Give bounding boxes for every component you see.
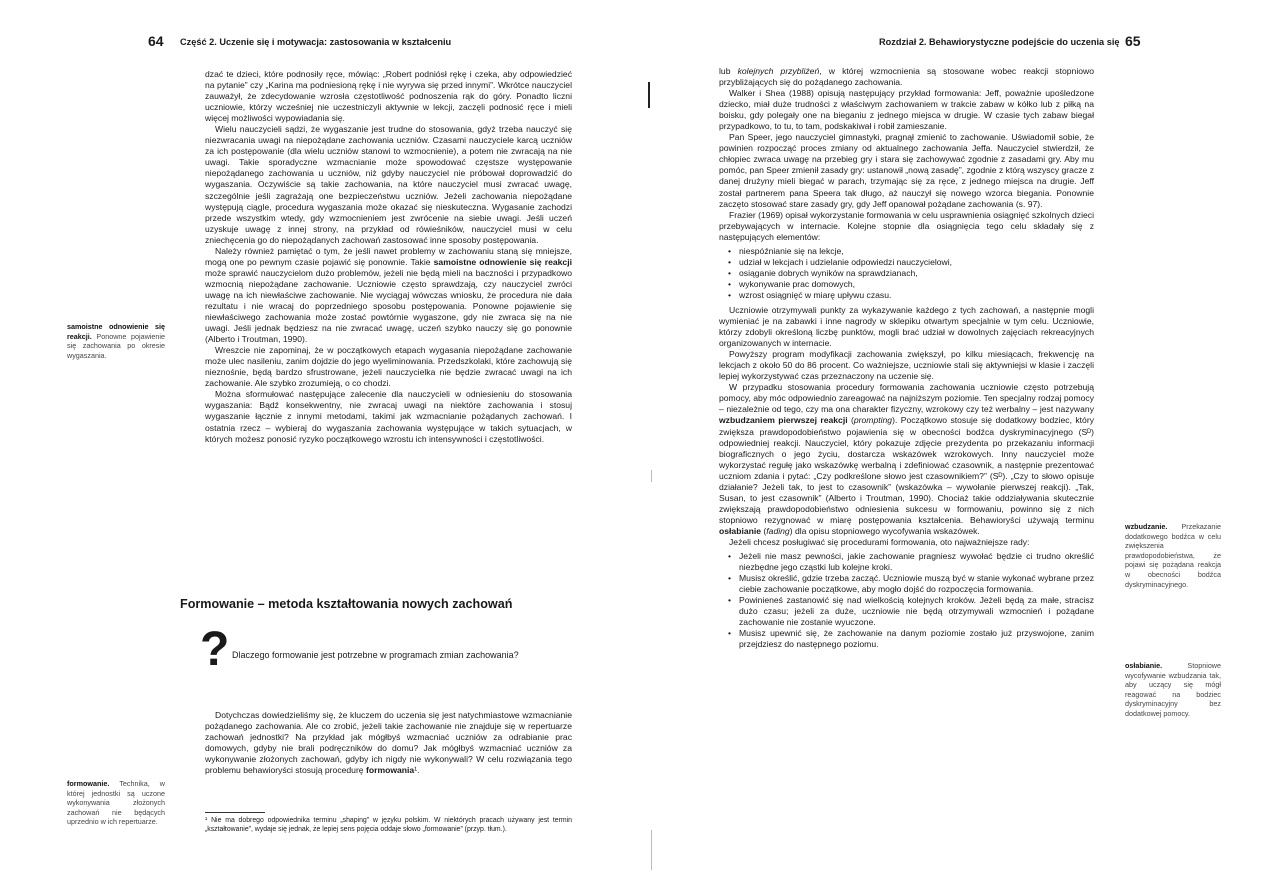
margin-term: samoistne odnowienie się reakcji.	[67, 322, 165, 341]
list-item: • udział w lekcjach i udzielanie odpowiedzi nauczycielowi,	[739, 257, 1094, 268]
term-shaping: formowania	[365, 765, 415, 776]
paragraph: Wielu nauczycieli sądzi, że wygaszanie jest trudne do stosowania, gdyż trzeba nauczyć się niezwracania uwagi na niepożądane zachowania uczniów. Czasami nauczyciele karcą uczniów za ich postępowanie (dla wielu uczniów stanowi to wzmocnienie), a potem nie zwracają na nie uwagi. Takie sporadyczne wzmacnianie może spowodować częstsze występowanie niepożądanego zachowania u uczniów, niż gdyby nauczyciel nie próbował doprowadzić do wygaszania. Oczywiście są takie zachowania, na które nauczyciel musi zwracać uwagę, szczególnie jeśli zagrażają one bezpieczeństwu uczniów. Jeżeli zachowania niepożądane występują ciągle, procedura wygaszania może okazać się nieskuteczna. Wygasanie zachodzi przede wszystkim wtedy, gdy wzmocnieniem jest zwrócenie na siebie uwagi. Jeśli uczeń uzyskuje uwagę z innej strony, na przykład od rówieśników, nauczyciel musi w celu zniechęcenia go do niepożądanych zachowań zastosować inne sposoby postępowania.	[205, 124, 572, 245]
margin-note-fading	[1125, 661, 1221, 719]
paragraph: Jeżeli chcesz posługiwać się procedurami formowania, oto najważniejsze rady:	[729, 536, 1030, 547]
list-item: • niespóźnianie się na lekcje,	[739, 246, 1094, 257]
margin-term: wzbudzanie.	[1125, 522, 1168, 531]
running-head: Rozdział 2. Behawiorystyczne podejście do uczenia się	[879, 37, 1120, 47]
paragraph: Powyższy program modyfikacji zachowania zwiększył, po kilku miesiącach, frekwencję na lekcjach z około 50 do 86 procent. Co ważniejsze, uczniowie stali się aktywniejsi w klasie i zaczęli lepiej wykorzystywać czas przeznaczony na uczenie się.	[719, 349, 1094, 382]
paragraph: lub kolejnych przybliżeń, w której wzmocnienia są stosowane wobec reakcji stopniowo przybliżających się do pożądanego zachowania.	[719, 66, 1094, 88]
term-successive-approximations: kolejnych przybliżeń	[737, 66, 820, 76]
bullet-list-goals	[719, 246, 1094, 301]
right-page	[640, 0, 1262, 894]
paragraph: Pan Speer, jego nauczyciel gimnastyki, pragnął zmienić to zachowanie. Uświadomił sobie, że powinien rozpocząć proces zmiany od aktualnego zachowania Jeffa. Nauczyciel stwierdził, że chłopiec zwraca uwagę na przebieg gry i stara się zachowywać zgodnie z zasadami gry. Aby mu pomóc, pan Speer zmienił zasady gry: ustanowił „nową zasadę”, zgodnie z którą wszyscy gracze z danej drużyny mieli biegać w parach, trzymając się za ręce, z jednego miejsca na drugie. Jeff został partnerem pana Speera tak długo, aż nauczył się nowego wzorca biegania. Ponownie zaczęto stosować stare zasady gry, gdy Jeff opanował pożądane zachowania (s. 97).	[719, 132, 1094, 209]
paragraph: Walker i Shea (1988) opisują następujący przykład formowania: Jeff, poważnie upośledzone dziecko, miał duże trudności z właściwym zachowaniem w trakcie zabaw w kółko lub z piłką na boisku, gdy polegały one na bieganiu z jednego miejsca w drugie. W czasie tych zabaw biegał przypadkowo, to tu, to tam, podskakiwał i robił zamieszanie.	[719, 88, 1094, 132]
running-head: Część 2. Uczenie się i motywacja: zastosowania w kształceniu	[180, 37, 452, 47]
margin-definition: Technika, w której jednostki są uczone wykonywania złożonych zachowań nie będących uprzednio w ich repertuarze.	[67, 779, 165, 827]
paragraph: Wreszcie nie zapominaj, że w początkowych etapach wygasania niepożądane zachowanie może ulec nasileniu, zanim dojdzie do jego wyeliminowania. Przedszkolaki, które zachowują się nieznośnie, będą bardzo sfrustrowane, jeżeli nauczycielka nie będzie zwracać uwagi na ich zachowanie. Ale szybko zrozumieją, o co chodzi.	[205, 345, 572, 389]
list-item: • Musisz upewnić się, że zachowanie na danym poziomie zostało już przyswojone, zanim przejdziesz do następnego poziomu.	[739, 628, 1094, 650]
list-item: • wzrost osiągnięć w miarę upływu czasu.	[739, 290, 1094, 301]
question-mark-icon: ?	[200, 623, 230, 676]
paragraph: Można sformułować następujące zalecenie dla nauczycieli w odniesieniu do stosowania wygaszania: Bądź konsekwentny, nie zwracaj uwagi na niektóre zachowania i stosuj wygaszanie łącznie z innymi metodami, takimi jak wzmacnianie pożądanych zachowań. I ostatnia rzecz – wybieraj do wygaszania zachowania występujące w takich sytuacjach, w których możesz ponosić ryzyko początkowego wzrostu ich intensywności i częstotliwości.	[205, 389, 572, 444]
term-fading: osłabianie	[719, 525, 762, 536]
list-item: • Powinieneś zastanowić się nad wielkością kolejnych kroków. Jeżeli będą za małe, stracisz dużo czasu; jeżeli za duże, uczniowie nie będą otrzymywali wzmocnień i pożądane zachowanie nie zostanie wyuczone.	[739, 595, 1094, 628]
main-text-block-2	[205, 710, 572, 776]
footnote: ¹ Nie ma dobrego odpowiednika terminu „shaping” w języku polskim. W niektórych pracach używany jest termin „kształtowanie”, wydaje się jednak, że lepiej sens pojęcia oddaje słowo „formowanie” (przyp. tłum.).	[205, 817, 572, 833]
bullet-list-rules	[719, 551, 1094, 650]
margin-note-spontaneous-recovery	[67, 322, 165, 360]
page-number: 64	[148, 33, 164, 49]
paragraph: Frazier (1969) opisał wykorzystanie formowania w celu usprawnienia osiągnięć szkolnych dzieci przebywających w internacie. Kolejne stopnie dla osiągnięcia tego celu składały się z następujących elementów:	[719, 209, 1094, 242]
main-text-block-1	[205, 69, 572, 445]
list-item: • Jeżeli nie masz pewności, jakie zachowanie pragniesz wywołać będzie ci trudno określić niezbędne jego cząstki lub kolejne kroki.	[739, 551, 1094, 573]
page-number: 65	[1125, 33, 1141, 49]
list-item: • osiąganie dobrych wyników na sprawdzianach,	[739, 268, 1094, 279]
focus-question: Dlaczego formowanie jest potrzebne w programach zmian zachowania?	[232, 650, 519, 660]
margin-term: osłabianie.	[1125, 661, 1163, 670]
margin-definition: Stopniowe wycofywanie wzbudzania tak, aby uczący się mógł reagować na bodziec dyskryminacyjny bez dodatkowej pomocy.	[1125, 661, 1221, 718]
margin-definition: Ponowne pojawienie się zachowania po okresie wygaszania.	[67, 331, 165, 360]
margin-note-prompting	[1125, 522, 1221, 589]
paragraph-shaping-intro: Dotychczas dowiedzieliśmy się, że kluczem do uczenia się jest natychmiastowe wzmacnianie pożądanego zachowania. Ale co zrobić, jeżeli takie zachowanie nie znajduje się w repertuarze zachowań jednostki? Na przykład jak mógłbyś wzmacniać uczniów za odrabianie prac domowych, gdyby nie brali podręczników do domu? Jak mógłbyś wzmacniać uczniów za wykonywanie złożonych zachowań, gdyby ich nigdy nie wykonywali? W celu rozwiązania tego problemu behawioryści stosują procedurę formowania¹.	[205, 710, 572, 776]
list-item: • Musisz określić, gdzie trzeba zacząć. Uczniowie muszą być w stanie wykonać wybrane przez ciebie zachowanie początkowe, aby mogło dojść do rozpoczęcia formowania.	[739, 573, 1094, 595]
term-spontaneous-recovery: samoistne odnowienie się reakcji	[433, 256, 572, 267]
section-heading: Formowanie – metoda kształtowania nowych zachowań	[180, 597, 513, 611]
margin-note-shaping	[67, 779, 165, 827]
paragraph-spontaneous-recovery: Należy również pamiętać o tym, że jeśli nawet problemy w zachowaniu staną się mniejsze, mogą one po pewnym czasie pojawić się ponownie. Takie samoistne odnowienie się reakcji może sprawić nauczycielom dużo problemów, jeżeli nie będą mieli na baczności i przypadkowo wzmocnią niepożądane zachowanie. Uczniowie często sprawdzają, czy nauczyciel zwróci uwagę na ich niewłaściwe zachowanie. Nie wyciągaj wówczas wniosku, że procedura nie dała rezultatu i nie wracaj do poprzedniego sposobu postępowania. Ponowne pojawienie się niewłaściwego zachowania może zostać powtórnie wygaszone, gdy nie zwraca się na nie uwagi. Jeśli jednak będziesz na nie zwracać uwagę, uczeń szybko nauczy się go ponownie (Alberto i Troutman, 1990).	[205, 245, 572, 345]
term-prompting: wzbudzaniem pierwszej reakcji	[719, 415, 848, 426]
footnote-rule	[205, 812, 265, 813]
margin-term: formowanie.	[67, 779, 110, 788]
paragraph: Uczniowie otrzymywali punkty za wykazywanie każdego z tych zachowań, a następnie mogli wymieniać je na zabawki i inne nagrody w sklepiku otwartym specjalnie w tym celu. Uczniowie, którzy zdobyli określoną liczbę punktów, mogli brać udział w dowolnych zajęciach rekreacyjnych organizowanych w internacie.	[719, 304, 1094, 349]
paragraph-prompting: W przypadku stosowania procedury formowania zachowania uczniowie często potrzebują pomocy, aby móc odpowiednio zareagować na najniższym poziomie. Ten specjalny rodzaj pomocy – niezależnie od tego, czy ma ona charakter fizyczny, wzrokowy czy też werbalny – jest nazywany wzbudzaniem pierwszej reakcji (prompting). Początkowo stosuje się dodatkowy bodziec, który zwiększa prawdopodobieństwo pojawienia się w obecności bodźca dyskryminacyjnego (Sᴰ) odpowiedniej reakcji. Nauczyciel, który pokazuje zdjęcie prezydenta po przekazaniu informacji biograficznych o jego życiu, dostarcza wskazówek wzrokowych. Inny nauczyciel może wykorzystać regułę jako wskazówkę werbalną i zdefiniować czasownik, a następnie prezentować uczniom zdania i pytać: „Czy podkreślone słowo jest czasownikiem?” (Sᴰ). „Czy to słowo opisuje działanie? Jeżeli tak, to jest to czasownik” (wskazówka – wywołanie pierwszej reakcji). „Tak, Susan, to jest czasownik” (Alberto i Troutman, 1990). Chociaż takie oddziaływania skutecznie zwiększają prawdopodobieństwo odniesienia sukcesu w formowaniu, powinno się z nich stopniowo rezygnować w miarę postępowania kształcenia. Behawioryści używają terminu osłabianie (fading) dla opisu stopniowego wycofywania wskazówek.	[719, 382, 1094, 536]
margin-definition: Przekazanie dodatkowego bodźca w celu zwiększenia prawdopodobieństwa, że pojawi się pożądana reakcja w obecności bodźca dyskryminacyjnego.	[1125, 522, 1221, 589]
main-text-block	[719, 66, 1094, 654]
list-item: • wykonywanie prac domowych,	[739, 279, 1094, 290]
paragraph: dzać te dzieci, które podnosiły ręce, mówiąc: „Robert podniósł rękę i czeka, aby odpowiedzieć na pytanie” czy „Karina ma podniesioną rękę i nie wyrywa się przed innymi”. Wkrótce nauczyciel zauważył, że zdecydowanie wzrosła częstotliwość podnoszenia rąk do góry. Ponadto liczni uczniowie, którzy wcześniej nie uczestniczyli aktywnie w lekcji, zaczęli podnosić ręce i mieli więcej możliwości wypowiadania się.	[205, 69, 572, 124]
